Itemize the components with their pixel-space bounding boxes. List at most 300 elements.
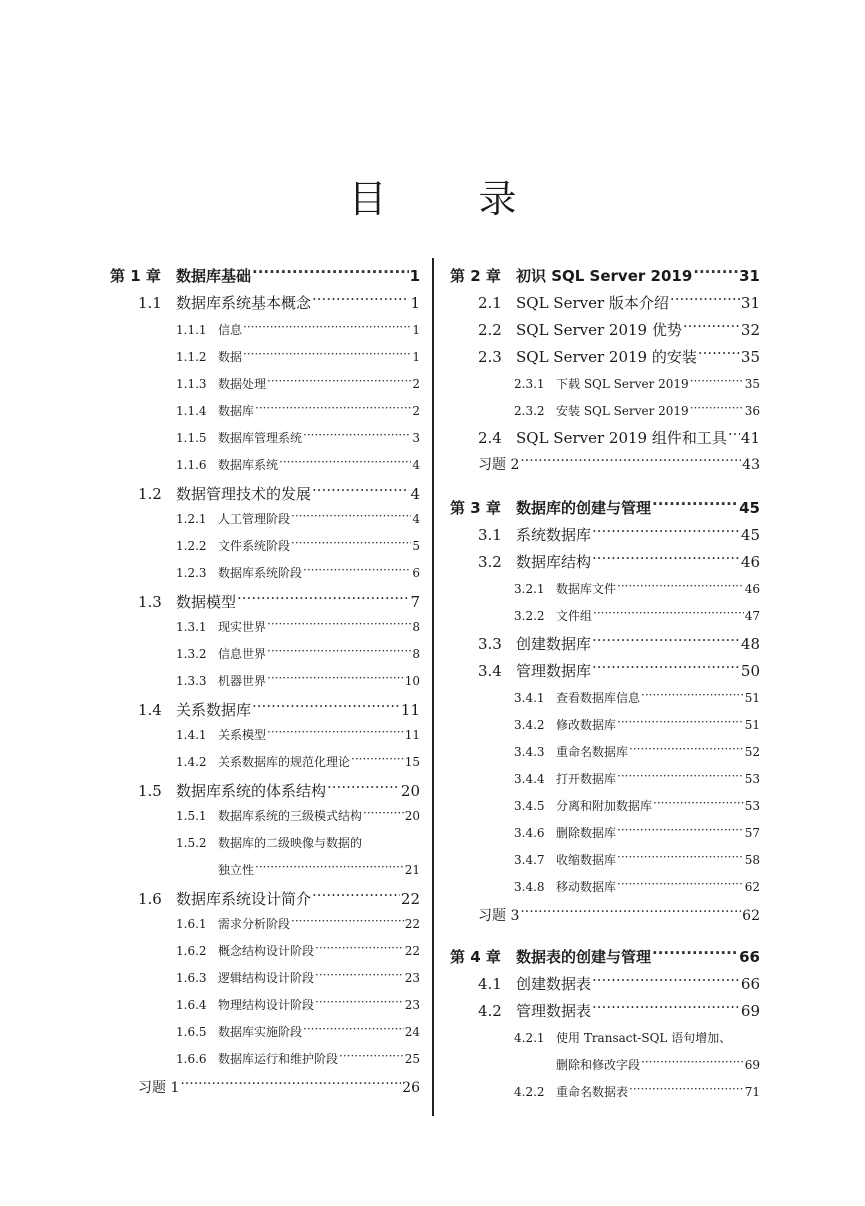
toc-entry-number: 3.2.2 — [514, 609, 545, 623]
toc-entry-label: SQL Server 2019 组件和工具 — [516, 429, 727, 447]
toc-entry-number: 2.3 — [478, 348, 502, 366]
toc-entry-number: 1.1 — [138, 294, 162, 312]
toc-entry-page: 62 — [742, 908, 760, 924]
dot-leader — [617, 717, 744, 729]
dot-leader — [303, 430, 411, 442]
dot-leader — [267, 673, 404, 685]
toc-entry-number: 1.6.4 — [176, 998, 207, 1012]
title-char-2: 录 — [478, 177, 517, 221]
toc-entry-label: 数据库基础 — [176, 267, 252, 285]
toc-entry-sub[interactable] — [176, 321, 420, 338]
toc-entry-page: 5 — [412, 539, 420, 553]
dot-leader — [291, 916, 404, 928]
toc-entry-page: 4 — [412, 512, 420, 526]
toc-entry-page: 22 — [400, 890, 420, 908]
toc-entry-label: 物理结构设计阶段 — [218, 998, 315, 1012]
toc-entry-section[interactable] — [478, 633, 760, 654]
toc-entry-page: 35 — [740, 348, 760, 366]
toc-entry-page: 1 — [410, 294, 420, 312]
toc-entry-sub[interactable] — [176, 429, 420, 446]
toc-entry-number: 3.4 — [478, 662, 502, 680]
toc-entry-page: 20 — [400, 782, 420, 800]
dot-leader — [180, 1078, 401, 1092]
toc-entry-label: 查看数据库信息 — [556, 691, 641, 705]
toc-entry-label: 数据库系统基本概念 — [176, 294, 312, 312]
toc-entry-number: 1.1.3 — [176, 377, 207, 391]
toc-entry-chapter[interactable] — [110, 265, 420, 286]
toc-entry-label: SQL Server 版本介绍 — [516, 294, 669, 312]
toc-entry-number: 3.4.8 — [514, 880, 545, 894]
toc-entry-subnopg[interactable] — [176, 834, 420, 851]
toc-entry-page: 2 — [412, 404, 420, 418]
toc-entry-sub[interactable] — [176, 348, 420, 365]
toc-entry-sub[interactable] — [176, 375, 420, 392]
toc-entry-label: 关系数据库 — [176, 701, 252, 719]
toc-entry-label: 重命名数据库 — [556, 745, 629, 759]
toc-entry-page: 41 — [740, 429, 760, 447]
toc-entry-page: 32 — [740, 321, 760, 339]
toc-entry-label: 数据库系统阶段 — [218, 566, 303, 580]
toc-entry-number: 1.2.2 — [176, 539, 207, 553]
toc-entry-label: 管理数据库 — [516, 662, 592, 680]
toc-entry-label: 数据库结构 — [516, 553, 592, 571]
dot-leader — [592, 525, 740, 540]
toc-entry-page: 22 — [404, 917, 420, 931]
toc-entry-sub[interactable] — [176, 753, 420, 770]
toc-entry-section[interactable] — [138, 699, 420, 720]
toc-entry-page: 15 — [404, 755, 420, 769]
dot-leader — [641, 1057, 744, 1069]
toc-entry-sub[interactable] — [514, 743, 760, 760]
dot-leader — [291, 538, 411, 550]
toc-entry-page: 23 — [404, 971, 420, 985]
toc-entry-section[interactable] — [478, 427, 760, 448]
toc-entry-page: 1 — [412, 350, 420, 364]
toc-entry-label: 信息世界 — [218, 647, 267, 661]
toc-entry-number: 3.4.1 — [514, 691, 545, 705]
toc-entry-number: 1.6 — [138, 890, 162, 908]
dot-leader — [267, 619, 411, 631]
dot-leader — [617, 825, 744, 837]
toc-entry-label: SQL Server 2019 的安装 — [516, 348, 697, 366]
toc-entry-number: 1.2 — [138, 485, 162, 503]
toc-entry-label: 文件组 — [556, 609, 593, 623]
dot-leader — [652, 498, 738, 513]
toc-entry-page: 31 — [740, 294, 760, 312]
toc-entry-number: 1.4.1 — [176, 728, 207, 742]
toc-entry-number: 1.6.6 — [176, 1052, 207, 1066]
dot-leader — [693, 266, 738, 281]
toc-entry-label: 独立性 — [218, 863, 255, 877]
toc-entry-label: 安装 SQL Server 2019 — [556, 404, 689, 418]
toc-entry-label: 重命名数据表 — [556, 1085, 629, 1099]
toc-entry-label: 概念结构设计阶段 — [218, 944, 315, 958]
toc-entry-number: 1.3.2 — [176, 647, 207, 661]
toc-entry-sub[interactable] — [514, 797, 760, 814]
toc-entry-page: 66 — [740, 975, 760, 993]
toc-entry-number: 1.3 — [138, 593, 162, 611]
toc-entry-page: 69 — [744, 1058, 760, 1072]
toc-entry-label: 关系数据库的规范化理论 — [218, 755, 351, 769]
toc-entry-number: 1.5.2 — [176, 836, 207, 850]
toc-entry-sub[interactable] — [176, 807, 420, 824]
toc-entry-label: 需求分析阶段 — [218, 917, 291, 931]
toc-entry-label: 数据模型 — [176, 593, 237, 611]
dot-leader — [592, 1001, 740, 1016]
toc-entry-page: 1 — [412, 323, 420, 337]
dot-leader — [617, 771, 744, 783]
dot-leader — [683, 320, 740, 335]
toc-entry-ex[interactable] — [478, 905, 760, 925]
toc-entry-page: 36 — [744, 404, 760, 418]
dot-leader — [279, 457, 411, 469]
toc-entry-sub[interactable] — [514, 580, 760, 597]
toc-entry-sub[interactable] — [176, 969, 420, 986]
toc-entry-page: 53 — [744, 799, 760, 813]
toc-entry-label: 习题 2 — [478, 457, 520, 473]
dot-leader — [520, 455, 741, 469]
toc-entry-label: 初识 SQL Server 2019 — [516, 267, 693, 285]
toc-entry-sub[interactable] — [176, 456, 420, 473]
dot-leader — [267, 646, 411, 658]
toc-entry-page: 10 — [404, 674, 420, 688]
toc-entry-label: 数据库系统的三级模式结构 — [218, 809, 363, 823]
toc-entry-label: 逻辑结构设计阶段 — [218, 971, 315, 985]
toc-entry-page: 62 — [744, 880, 760, 894]
toc-entry-label: 数据库系统设计简介 — [176, 890, 312, 908]
toc-entry-page: 69 — [740, 1002, 760, 1020]
toc-entry-subnopg[interactable] — [514, 1029, 760, 1046]
toc-entry-number: 4.1 — [478, 975, 502, 993]
column-divider — [432, 258, 434, 1116]
toc-entry-page: 71 — [744, 1085, 760, 1099]
toc-entry-section[interactable] — [478, 319, 760, 340]
dot-leader — [255, 403, 411, 415]
toc-entry-page: 45 — [740, 526, 760, 544]
toc-entry-label: 删除和修改字段 — [556, 1058, 641, 1072]
toc-entry-subcont[interactable] — [556, 1056, 760, 1073]
toc-entry-number: 1.6.5 — [176, 1025, 207, 1039]
toc-entry-sub[interactable] — [176, 1050, 420, 1067]
toc-entry-page: 51 — [744, 691, 760, 705]
toc-entry-number: 1.1.6 — [176, 458, 207, 472]
toc-entry-page: 20 — [404, 809, 420, 823]
toc-entry-sub[interactable] — [176, 645, 420, 662]
dot-leader — [698, 347, 740, 362]
toc-entry-page: 2 — [412, 377, 420, 391]
toc-entry-label: 下载 SQL Server 2019 — [556, 377, 689, 391]
toc-entry-label: 数据库管理系统 — [218, 431, 303, 445]
toc-entry-label: 关系模型 — [218, 728, 267, 742]
toc-entry-page: 8 — [412, 647, 420, 661]
toc-entry-label: 系统数据库 — [516, 526, 592, 544]
toc-entry-sub[interactable] — [176, 618, 420, 635]
toc-entry-section[interactable] — [478, 346, 760, 367]
toc-entry-page: 21 — [404, 863, 420, 877]
toc-entry-page: 46 — [744, 582, 760, 596]
toc-entry-label: 习题 3 — [478, 908, 520, 924]
toc-entry-label: 数据库的创建与管理 — [516, 499, 652, 517]
toc-entry-chapter[interactable] — [450, 946, 760, 967]
toc-entry-number: 第 4 章 — [450, 948, 501, 966]
dot-leader — [592, 661, 740, 676]
toc-entry-sub[interactable] — [514, 1083, 760, 1100]
toc-entry-sub[interactable] — [176, 564, 420, 581]
page-title — [0, 168, 865, 223]
toc-entry-number: 1.4.2 — [176, 755, 207, 769]
dot-leader — [520, 906, 741, 920]
toc-entry-page: 46 — [740, 553, 760, 571]
dot-leader — [629, 1084, 744, 1096]
toc-entry-page: 48 — [740, 635, 760, 653]
toc-entry-sub[interactable] — [514, 851, 760, 868]
dot-leader — [653, 798, 744, 810]
toc-entry-sub[interactable] — [176, 996, 420, 1013]
title-char-1: 目 — [348, 177, 387, 221]
toc-entry-page: 25 — [404, 1052, 420, 1066]
dot-leader — [312, 889, 400, 904]
toc-entry-number: 3.4.2 — [514, 718, 545, 732]
toc-entry-number: 3.2.1 — [514, 582, 545, 596]
toc-entry-sub[interactable] — [176, 537, 420, 554]
toc-entry-number: 1.2.1 — [176, 512, 207, 526]
toc-entry-label: 数据库实施阶段 — [218, 1025, 303, 1039]
toc-entry-page: 8 — [412, 620, 420, 634]
toc-entry-number: 第 2 章 — [450, 267, 501, 285]
dot-leader — [303, 565, 411, 577]
dot-leader — [267, 376, 411, 388]
toc-entry-section[interactable] — [478, 524, 760, 545]
dot-leader — [312, 293, 409, 308]
toc-entry-page: 50 — [740, 662, 760, 680]
toc-entry-page: 35 — [744, 377, 760, 391]
toc-entry-page: 1 — [409, 267, 420, 285]
toc-entry-label: 数据库系统的体系结构 — [176, 782, 327, 800]
toc-entry-label: 机器世界 — [218, 674, 267, 688]
toc-entry-number: 1.1.4 — [176, 404, 207, 418]
toc-entry-label: SQL Server 2019 优势 — [516, 321, 682, 339]
toc-entry-sub[interactable] — [176, 726, 420, 743]
toc-entry-number: 3.3 — [478, 635, 502, 653]
dot-leader — [363, 808, 404, 820]
toc-entry-number: 4.2.1 — [514, 1031, 545, 1045]
toc-entry-number: 4.2.2 — [514, 1085, 545, 1099]
toc-entry-number: 2.2 — [478, 321, 502, 339]
toc-entry-number: 2.3.2 — [514, 404, 545, 418]
toc-entry-sub[interactable] — [514, 607, 760, 624]
dot-leader — [315, 970, 404, 982]
toc-entry-sub[interactable] — [176, 915, 420, 932]
dot-leader — [267, 727, 404, 739]
dot-leader — [728, 428, 740, 443]
dot-leader — [629, 744, 744, 756]
toc-entry-number: 3.4.6 — [514, 826, 545, 840]
toc-entry-sub[interactable] — [514, 770, 760, 787]
dot-leader — [252, 266, 409, 281]
toc-entry-label: 数据库 — [218, 404, 255, 418]
toc-entry-label: 打开数据库 — [556, 772, 617, 786]
toc-entry-sub[interactable] — [514, 689, 760, 706]
toc-entry-number: 1.4 — [138, 701, 162, 719]
toc-entry-page: 11 — [404, 728, 420, 742]
toc-entry-number: 1.1.5 — [176, 431, 207, 445]
toc-entry-page: 24 — [404, 1025, 420, 1039]
toc-entry-page: 6 — [412, 566, 420, 580]
dot-leader — [652, 947, 738, 962]
toc-entry-chapter[interactable] — [450, 265, 760, 286]
toc-entry-page: 7 — [410, 593, 420, 611]
toc-entry-page: 51 — [744, 718, 760, 732]
toc-entry-page: 45 — [739, 499, 760, 517]
toc-entry-label: 收缩数据库 — [556, 853, 617, 867]
toc-entry-label: 数据库系统 — [218, 458, 279, 472]
toc-entry-section[interactable] — [478, 292, 760, 313]
dot-leader — [690, 403, 744, 415]
toc-entry-subcont[interactable] — [218, 861, 420, 878]
toc-entry-label: 文件系统阶段 — [218, 539, 291, 553]
toc-entry-section[interactable] — [138, 292, 420, 313]
toc-entry-label: 修改数据库 — [556, 718, 617, 732]
toc-entry-sub[interactable] — [176, 672, 420, 689]
dot-leader — [291, 511, 411, 523]
toc-entry-label: 分离和附加数据库 — [556, 799, 653, 813]
toc-entry-section[interactable] — [478, 973, 760, 994]
toc-entry-number: 3.4.7 — [514, 853, 545, 867]
toc-entry-page: 23 — [404, 998, 420, 1012]
toc-entry-label: 数据处理 — [218, 377, 267, 391]
toc-entry-sub[interactable] — [176, 510, 420, 527]
toc-entry-label: 数据表的创建与管理 — [516, 948, 652, 966]
toc-entry-label: 创建数据表 — [516, 975, 592, 993]
toc-entry-page: 4 — [410, 485, 420, 503]
toc-entry-sub[interactable] — [514, 375, 760, 392]
dot-leader — [592, 552, 740, 567]
toc-entry-number: 3.4.5 — [514, 799, 545, 813]
toc-entry-label: 数据 — [218, 350, 243, 364]
dot-leader — [351, 754, 404, 766]
dot-leader — [252, 700, 400, 715]
dot-leader — [243, 349, 411, 361]
toc-entry-section[interactable] — [138, 591, 420, 612]
toc-entry-label: 数据库的二级映像与数据的 — [218, 836, 363, 850]
toc-entry-number: 2.3.1 — [514, 377, 545, 391]
dot-leader — [690, 376, 744, 388]
toc-entry-number: 1.3.1 — [176, 620, 207, 634]
toc-entry-number: 1.5.1 — [176, 809, 207, 823]
toc-entry-sub[interactable] — [176, 942, 420, 959]
toc-entry-number: 第 1 章 — [110, 267, 161, 285]
toc-entry-ex[interactable] — [478, 454, 760, 474]
toc-entry-label: 使用 Transact-SQL 语句增加、 — [556, 1031, 732, 1045]
toc-entry-number: 第 3 章 — [450, 499, 501, 517]
toc-entry-sub[interactable] — [514, 878, 760, 895]
dot-leader — [303, 1024, 404, 1036]
toc-entry-page: 26 — [402, 1080, 420, 1096]
toc-entry-label: 数据库文件 — [556, 582, 617, 596]
dot-leader — [243, 322, 411, 334]
toc-entry-label: 数据库运行和维护阶段 — [218, 1052, 339, 1066]
dot-leader — [617, 581, 744, 593]
toc-entry-sub[interactable] — [514, 402, 760, 419]
toc-entry-label: 数据管理技术的发展 — [176, 485, 312, 503]
dot-leader — [237, 592, 409, 607]
toc-entry-page: 52 — [744, 745, 760, 759]
dot-leader — [312, 484, 409, 499]
toc-entry-page: 58 — [744, 853, 760, 867]
toc-entry-number: 3.1 — [478, 526, 502, 544]
dot-leader — [315, 997, 404, 1009]
toc-entry-number: 1.1.1 — [176, 323, 207, 337]
toc-entry-page: 11 — [400, 701, 420, 719]
toc-entry-page: 4 — [412, 458, 420, 472]
dot-leader — [593, 608, 744, 620]
dot-leader — [592, 974, 740, 989]
toc-entry-sub[interactable] — [514, 824, 760, 841]
toc-entry-section[interactable] — [138, 780, 420, 801]
toc-entry-sub[interactable] — [176, 402, 420, 419]
toc-entry-section[interactable] — [138, 483, 420, 504]
toc-entry-number: 1.6.2 — [176, 944, 207, 958]
toc-entry-page: 47 — [744, 609, 760, 623]
toc-entry-page: 3 — [412, 431, 420, 445]
dot-leader — [670, 293, 740, 308]
toc-entry-number: 1.6.1 — [176, 917, 207, 931]
dot-leader — [617, 852, 744, 864]
toc-entry-section[interactable] — [478, 1000, 760, 1021]
toc-entry-number: 2.4 — [478, 429, 502, 447]
toc-entry-number: 2.1 — [478, 294, 502, 312]
toc-entry-page: 66 — [739, 948, 760, 966]
toc-entry-label: 人工管理阶段 — [218, 512, 291, 526]
toc-entry-label: 信息 — [218, 323, 243, 337]
dot-leader — [339, 1051, 404, 1063]
toc-entry-number: 1.6.3 — [176, 971, 207, 985]
toc-entry-page: 31 — [739, 267, 760, 285]
toc-entry-number: 4.2 — [478, 1002, 502, 1020]
dot-leader — [641, 690, 744, 702]
toc-entry-number: 3.4.3 — [514, 745, 545, 759]
toc-entry-page: 43 — [742, 457, 760, 473]
dot-leader — [255, 862, 404, 874]
toc-entry-ex[interactable] — [138, 1077, 420, 1097]
toc-entry-label: 删除数据库 — [556, 826, 617, 840]
toc-entry-label: 移动数据库 — [556, 880, 617, 894]
toc-entry-label: 管理数据表 — [516, 1002, 592, 1020]
toc-entry-section[interactable] — [478, 660, 760, 681]
dot-leader — [592, 634, 740, 649]
toc-entry-section[interactable] — [138, 888, 420, 909]
toc-entry-number: 3.2 — [478, 553, 502, 571]
dot-leader — [327, 781, 400, 796]
toc-entry-label: 习题 1 — [138, 1080, 180, 1096]
toc-entry-page: 22 — [404, 944, 420, 958]
toc-entry-sub[interactable] — [176, 1023, 420, 1040]
toc-entry-number: 1.2.3 — [176, 566, 207, 580]
toc-entry-number: 3.4.4 — [514, 772, 545, 786]
toc-entry-page: 57 — [744, 826, 760, 840]
toc-entry-number: 1.1.2 — [176, 350, 207, 364]
toc-entry-section[interactable] — [478, 551, 760, 572]
dot-leader — [315, 943, 404, 955]
dot-leader — [617, 879, 744, 891]
toc-entry-number: 1.3.3 — [176, 674, 207, 688]
toc-entry-label: 创建数据库 — [516, 635, 592, 653]
toc-entry-chapter[interactable] — [450, 497, 760, 518]
toc-entry-number: 1.5 — [138, 782, 162, 800]
toc-entry-sub[interactable] — [514, 716, 760, 733]
toc-entry-page: 53 — [744, 772, 760, 786]
toc-entry-label: 现实世界 — [218, 620, 267, 634]
